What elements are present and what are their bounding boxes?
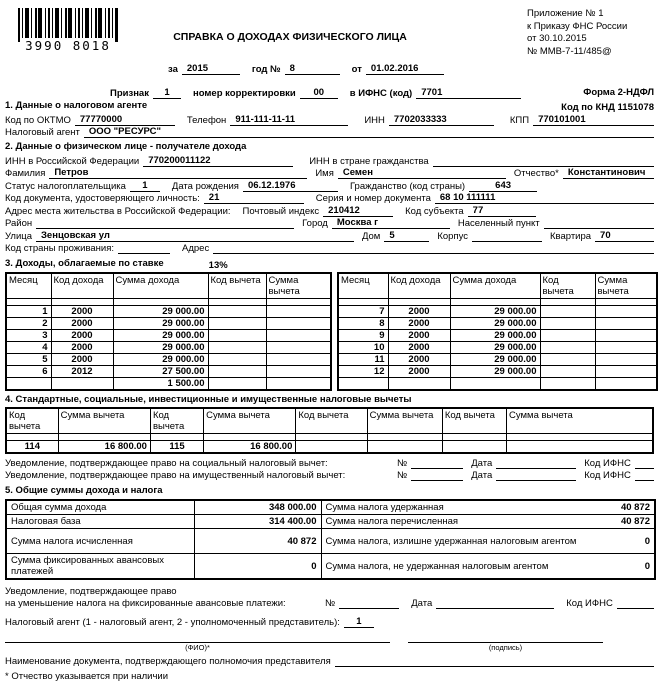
table-cell [540, 366, 595, 378]
table-cell [595, 306, 657, 318]
total-right-cell [321, 554, 655, 580]
table-cell: 114 [6, 441, 58, 454]
table-cell: 29 000.00 [450, 318, 540, 330]
table-cell: 29 000.00 [113, 342, 208, 354]
table-row [338, 354, 657, 366]
doc-code-field: 21 [204, 192, 304, 204]
deductions-table [5, 407, 654, 454]
table-cell: 29 000.00 [450, 330, 540, 342]
total-value: 348 000.00 [194, 500, 321, 515]
table-cell: 29 000.00 [450, 306, 540, 318]
ifns-label: в ИФНС (код) [349, 88, 413, 99]
address2-field [213, 253, 654, 254]
barcode-digits: 3990 8018 [22, 38, 114, 53]
table-cell [6, 378, 51, 391]
table-cell: 7 [338, 306, 388, 318]
notice-ifns-field [635, 480, 654, 481]
notice-ifns-field [635, 468, 654, 469]
income-tables [5, 272, 654, 391]
column-header: Код вычета [442, 408, 506, 434]
total-label: Сумма фиксированных авансовых платежей [6, 554, 194, 580]
table-cell [266, 306, 331, 318]
agent-label: Налоговый агент [5, 127, 80, 138]
column-header: Код вычета [208, 273, 266, 299]
table-cell: 4 [6, 342, 51, 354]
street-row [5, 229, 654, 242]
notice-social-label: Уведомление, подтверждающее право на социальный налоговый вычет: [5, 457, 328, 469]
table-header-row [338, 273, 657, 299]
patronymic-field: Константинович [563, 167, 654, 179]
table-cell: 2000 [388, 354, 450, 366]
advance-notice-line1 [5, 584, 654, 597]
oktmo-field: 77770000 [75, 114, 175, 126]
kpp-label: КПП [509, 114, 530, 126]
barcode [18, 8, 118, 53]
table-cell: 2 [6, 318, 51, 330]
notice-date-label: Дата [471, 457, 493, 469]
address2-label: Адрес [182, 243, 210, 254]
table-cell [208, 366, 266, 378]
table-cell [338, 378, 388, 390]
appendix-line: от 30.10.2015 [527, 33, 587, 44]
postcode-label: Почтовый индекс [242, 205, 320, 217]
table-cell [540, 330, 595, 342]
table-cell [507, 441, 654, 454]
table-cell [595, 318, 657, 330]
notice-no-label: № [397, 470, 408, 481]
table-row [6, 515, 655, 529]
total-value: 314 400.00 [194, 515, 321, 529]
tax-rate: 13% [208, 260, 228, 271]
table-row [338, 318, 657, 330]
signature-captions [5, 643, 654, 652]
phone-label: Телефон [186, 114, 227, 126]
advance-notice-text: Уведомление, подтверждающее право [5, 585, 177, 597]
total-value: 0 [644, 535, 650, 547]
doc-code-label: Код документа, удостоверяющего личность: [5, 193, 200, 204]
agent-name-field: ООО "РЕСУРС" [84, 126, 654, 138]
advance-ifns-label: Код ИФНС [566, 598, 613, 609]
table-row [6, 500, 655, 515]
table-cell [266, 318, 331, 330]
table-cell [595, 342, 657, 354]
table-cell [442, 441, 506, 454]
column-header: Сумма вычета [266, 273, 331, 299]
total-label: Сумма налога удержанная [325, 502, 444, 513]
table-cell: 9 [338, 330, 388, 342]
doc-no-label: год № [251, 64, 281, 75]
table-cell: 8 [338, 318, 388, 330]
income-table-months-7-12 [337, 272, 658, 391]
city-field: Москва г [332, 217, 450, 229]
address-row [5, 204, 654, 217]
table-cell [208, 378, 266, 391]
notice-no-label: № [397, 457, 408, 469]
patronymic-label: Отчество* [513, 168, 559, 179]
table-cell: 29 000.00 [113, 330, 208, 342]
table-cell: 1 [6, 306, 51, 318]
section2-title: 2. Данные о физическом лице - получателе дохода [5, 141, 247, 152]
apartment-field: 70 [595, 230, 654, 242]
surname-field: Петров [49, 167, 307, 179]
notice-date-label: Дата [471, 470, 493, 481]
table-cell: 2000 [51, 318, 113, 330]
agent-name-row [5, 126, 654, 139]
advance-no-field [339, 608, 399, 609]
table-cell: 1 500.00 [113, 378, 208, 391]
table-cell: 16 800.00 [204, 441, 296, 454]
notice-no-field [411, 468, 463, 469]
table-cell: 16 800.00 [58, 441, 150, 454]
table-cell: 2000 [51, 330, 113, 342]
column-header: Месяц [338, 273, 388, 299]
table-cell [51, 378, 113, 391]
inn-foreign-label: ИНН в стране гражданства [309, 155, 429, 167]
column-header: Сумма дохода [113, 273, 208, 299]
total-label: Сумма налога исчисленная [6, 529, 194, 554]
priznak-label: Признак [110, 88, 149, 99]
column-header: Код вычета [540, 273, 595, 299]
table-cell: 10 [338, 342, 388, 354]
form-name: Форма 2-НДФЛ [583, 87, 654, 98]
street-label: Улица [5, 230, 32, 242]
table-cell [388, 378, 450, 390]
column-header: Сумма вычета [58, 408, 150, 434]
table-row [6, 330, 331, 342]
table-row [6, 306, 331, 318]
table-cell [208, 306, 266, 318]
advance-notice-text: на уменьшение налога на фиксированные авансовые платежи: [5, 598, 286, 609]
doc-series-label: Серия и номер документа [315, 193, 431, 204]
total-label: Налоговая база [6, 515, 194, 529]
agent-inn-field: 7702033333 [389, 114, 494, 126]
region-label: Код субъекта [405, 205, 464, 217]
table-cell [296, 441, 367, 454]
column-header: Месяц [6, 273, 51, 299]
total-label: Сумма налога, излишне удержанная налоговым агентом [325, 535, 577, 547]
total-value: 0 [644, 560, 650, 572]
table-cell [208, 342, 266, 354]
table-cell [266, 342, 331, 354]
table-row [338, 306, 657, 318]
table-row [338, 330, 657, 342]
total-value: 40 872 [620, 502, 650, 513]
table-row [6, 342, 331, 354]
advance-ifns-field [617, 608, 654, 609]
table-row [6, 529, 655, 554]
table-header-row [6, 273, 331, 299]
table-cell: 11 [338, 354, 388, 366]
period-line [168, 63, 444, 75]
table-cell [540, 354, 595, 366]
advance-date-label: Дата [411, 598, 433, 609]
column-header: Сумма вычета [595, 273, 657, 299]
page-title: СПРАВКА О ДОХОДАХ ФИЗИЧЕСКОГО ЛИЦА [173, 31, 407, 43]
table-cell [540, 306, 595, 318]
table-row [6, 366, 331, 378]
advance-date-field [436, 608, 554, 609]
total-label: Общая сумма дохода [6, 500, 194, 515]
agent-sign-row [5, 615, 654, 628]
table-cell: 29 000.00 [450, 366, 540, 378]
advance-notice-line2 [5, 597, 654, 610]
signature-caption: (подпись) [488, 642, 523, 652]
table-cell: 2012 [51, 366, 113, 378]
table-cell [540, 342, 595, 354]
house-field: 5 [384, 230, 429, 242]
country-label: Код страны проживания: [5, 243, 114, 254]
year-label: за [168, 64, 178, 75]
building-field [472, 241, 542, 242]
person-name-row [5, 167, 654, 180]
table-cell [450, 378, 540, 390]
table-cell [266, 366, 331, 378]
total-value: 40 872 [620, 516, 650, 527]
table-cell: 115 [150, 441, 203, 454]
section4-title: 4. Стандартные, социальные, инвестиционные и имущественные налоговые вычеты [5, 394, 412, 405]
column-header: Сумма дохода [450, 273, 540, 299]
total-value: 0 [194, 554, 321, 580]
correction-field: 00 [300, 87, 338, 99]
table-cell: 2000 [51, 354, 113, 366]
inn-rf-field: 770200011122 [143, 155, 293, 167]
agent-type-field: 1 [344, 616, 374, 628]
table-cell [595, 366, 657, 378]
appendix-line: № ММВ-7-11/485@ [527, 45, 612, 57]
address-label: Адрес места жительства в Российской Федерации: [5, 205, 231, 217]
person-inn-row [5, 154, 654, 167]
column-header: Код вычета [296, 408, 367, 434]
building-label: Корпус [437, 230, 468, 242]
doc-name-label: Наименование документа, подтверждающего полномочия представителя [5, 656, 331, 667]
appendix-reference [527, 8, 627, 58]
column-header: Код вычета [6, 408, 58, 434]
table-cell [540, 318, 595, 330]
table-cell: 29 000.00 [113, 354, 208, 366]
table-cell: 12 [338, 366, 388, 378]
table-cell: 3 [6, 330, 51, 342]
table-cell: 2000 [51, 342, 113, 354]
country-field [118, 253, 170, 254]
person-status-row [5, 179, 654, 192]
notice-ifns-label: Код ИФНС [584, 470, 631, 481]
notice-ifns-label: Код ИФНС [584, 457, 631, 469]
table-cell [208, 354, 266, 366]
table-cell: 2000 [388, 330, 450, 342]
table-row [6, 354, 331, 366]
agent-type-label: Налоговый агент (1 - налоговый агент, 2 - уполномоченный представитель): [5, 616, 340, 628]
person-document-row [5, 192, 654, 205]
doc-series-field: 68 10 111111 [435, 192, 654, 204]
column-header: Сумма вычета [367, 408, 442, 434]
city-label: Город [302, 218, 328, 229]
table-cell [266, 330, 331, 342]
section3-title: 3. Доходы, облагаемые по ставке [5, 258, 164, 269]
kpp-field: 770101001 [533, 114, 654, 126]
table-cell [595, 354, 657, 366]
table-cell [208, 318, 266, 330]
date-label: от [351, 64, 362, 75]
table-row [6, 318, 331, 330]
apartment-label: Квартира [549, 230, 592, 242]
name-field: Семен [338, 167, 506, 179]
column-header: Код вычета [150, 408, 203, 434]
district-label: Район [5, 218, 33, 229]
table-cell: 29 000.00 [450, 342, 540, 354]
status-label: Статус налогоплательщика [5, 180, 126, 192]
table-cell: 29 000.00 [113, 306, 208, 318]
appendix-line: Приложение № 1 [527, 8, 604, 19]
agent-inn-label: ИНН [364, 114, 385, 126]
notice-property-label: Уведомление, подтверждающее право на имущественный налоговый вычет: [5, 470, 346, 481]
section3-header-row [5, 258, 654, 271]
section1-header-row [5, 100, 654, 113]
total-right-cell [321, 529, 655, 554]
total-label: Сумма налога перечисленная [325, 516, 459, 527]
income-table-months-1-6 [5, 272, 332, 391]
priznak-line [110, 87, 521, 99]
table-cell: 2000 [388, 306, 450, 318]
notice-social-row [5, 456, 654, 469]
total-right-cell [321, 500, 655, 515]
postcode-field: 210412 [323, 205, 393, 217]
table-row [338, 378, 657, 390]
table-cell [595, 378, 657, 390]
column-header: Сумма вычета [204, 408, 296, 434]
section5-title: 5. Общие суммы дохода и налога [5, 485, 163, 496]
table-cell: 29 000.00 [113, 318, 208, 330]
ifns-field: 7701 [416, 87, 521, 99]
footnote-text: * Отчество указывается при наличии [5, 670, 169, 682]
table-header-row [6, 408, 653, 434]
table-cell [266, 354, 331, 366]
notice-property-row [5, 469, 654, 482]
table-cell [208, 330, 266, 342]
table-cell: 27 500.00 [113, 366, 208, 378]
birth-field: 06.12.1976 [243, 180, 338, 192]
appendix-line: к Приказу ФНС России [527, 20, 628, 32]
doc-no-field: 8 [285, 63, 340, 75]
table-cell: 6 [6, 366, 51, 378]
inn-rf-label: ИНН в Российской Федерации [5, 155, 140, 167]
notice-date-field [496, 480, 576, 481]
notice-date-field [496, 468, 576, 469]
district-city-row [5, 217, 654, 230]
region-field: 77 [468, 205, 536, 217]
advance-no-label: № [325, 598, 336, 609]
table-cell: 2000 [51, 306, 113, 318]
table-row [6, 554, 655, 580]
oktmo-label: Код по ОКТМО [5, 114, 71, 126]
column-header: Сумма вычета [507, 408, 654, 434]
citizenship-label: Гражданство (код страны) [349, 180, 466, 192]
doc-name-field [335, 666, 654, 667]
priznak-field: 1 [153, 87, 181, 99]
footnote-row [5, 669, 654, 682]
table-row [6, 441, 653, 454]
table-cell [367, 441, 442, 454]
knd-code: Код по КНД 1151078 [561, 102, 654, 113]
column-header: Код дохода [388, 273, 450, 299]
table-cell [595, 330, 657, 342]
settlement-label: Населенный пункт [457, 218, 540, 229]
house-label: Дом [361, 230, 381, 242]
barcode-bars-image [18, 8, 118, 42]
table-row [338, 342, 657, 354]
table-row [338, 366, 657, 378]
section1-title: 1. Данные о налоговом агенте [5, 100, 148, 111]
column-header: Код дохода [51, 273, 113, 299]
table-cell [540, 378, 595, 390]
notice-no-field [411, 480, 463, 481]
total-right-cell [321, 515, 655, 529]
country-address-row [5, 242, 654, 255]
table-cell [266, 378, 331, 391]
agent-codes-row [5, 113, 654, 126]
table-row [6, 378, 331, 391]
table-cell: 2000 [388, 318, 450, 330]
citizenship-field: 643 [469, 180, 537, 192]
fio-caption: (ФИО)* [185, 642, 210, 652]
date-field: 01.02.2016 [366, 63, 444, 75]
totals-table [5, 499, 656, 580]
total-value: 40 872 [194, 529, 321, 554]
status-field: 1 [130, 180, 160, 192]
total-label: Сумма налога, не удержанная налоговым агентом [325, 560, 549, 572]
phone-field: 911-111-11-11 [230, 114, 348, 126]
surname-label: Фамилия [5, 168, 46, 179]
table-cell: 2000 [388, 366, 450, 378]
year-field: 2015 [182, 63, 240, 75]
table-spacer-row [338, 299, 657, 306]
birth-label: Дата рождения [171, 180, 239, 192]
correction-label: номер корректировки [192, 88, 296, 99]
street-field: Зенцовская ул [36, 230, 354, 242]
table-cell: 29 000.00 [450, 354, 540, 366]
form-header [5, 4, 654, 100]
table-cell: 2000 [388, 342, 450, 354]
table-spacer-row [6, 434, 653, 441]
table-cell: 5 [6, 354, 51, 366]
doc-name-row [5, 655, 654, 668]
table-spacer-row [6, 299, 331, 306]
name-label: Имя [315, 168, 334, 179]
